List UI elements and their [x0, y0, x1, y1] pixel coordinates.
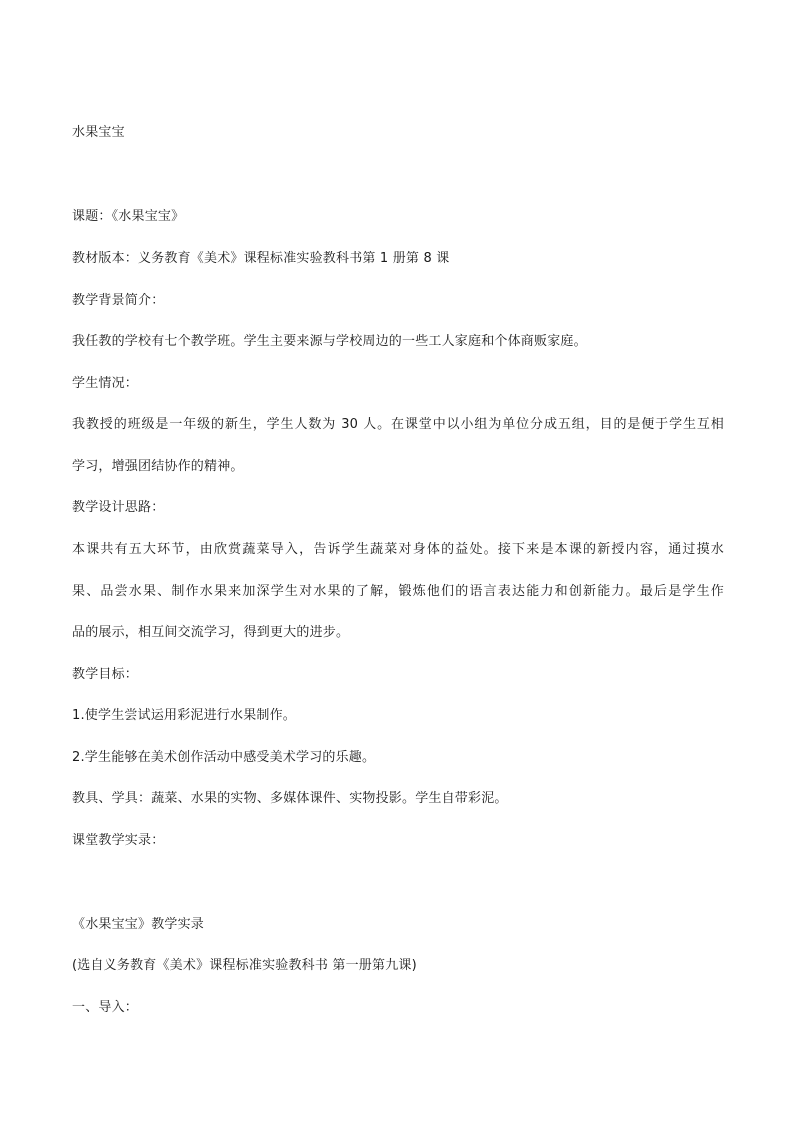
text-line: 1.使学生尝试运用彩泥进行水果制作。 — [72, 708, 297, 723]
text-line: 品的展示，相互间交流学习，得到更大的进步。 — [72, 625, 350, 640]
text-line: 我教授的班级是一年级的新生，学生人数为 30 人。在课堂中以小组为单位分成五组，目的是便于学生互相 — [72, 417, 724, 432]
text-line: 课题：《水果宝宝》 — [72, 209, 185, 224]
text-line: 本课共有五大环节，由欣赏蔬菜导入，告诉学生蔬菜对身体的益处。接下来是本课的新授内容，通过摸水 — [72, 542, 724, 557]
text-line: 《水果宝宝》教学实录 — [72, 917, 205, 932]
document-title: 水果宝宝 — [72, 125, 125, 140]
text-line: 课堂教学实录： — [72, 833, 165, 848]
text-line: 教学设计思路： — [72, 500, 165, 515]
text-line: 果、品尝水果、制作水果来加深学生对水果的了解，锻炼他们的语言表达能力和创新能力。最后是学生作 — [72, 584, 724, 599]
text-line: 教材版本：义务教育《美术》课程标准实验教科书第 1 册第 8 课 — [72, 251, 450, 266]
text-line: 我任教的学校有七个教学班。学生主要来源与学校周边的一些工人家庭和个体商贩家庭。 — [72, 334, 587, 349]
text-line: 一、导入： — [72, 1000, 139, 1015]
text-line: 教具、学具：蔬菜、水果的实物、多媒体课件、实物投影。学生自带彩泥。 — [72, 791, 508, 806]
text-line: (选自义务教育《美术》课程标准实验教科书 第一册第九课) — [72, 958, 417, 973]
text-line: 教学背景简介： — [72, 293, 165, 308]
text-line: 学生情况： — [72, 376, 139, 391]
text-line: 学习，增强团结协作的精神。 — [72, 459, 244, 474]
text-line: 2.学生能够在美术创作活动中感受美术学习的乐趣。 — [72, 750, 376, 765]
text-line: 教学目标： — [72, 667, 139, 682]
